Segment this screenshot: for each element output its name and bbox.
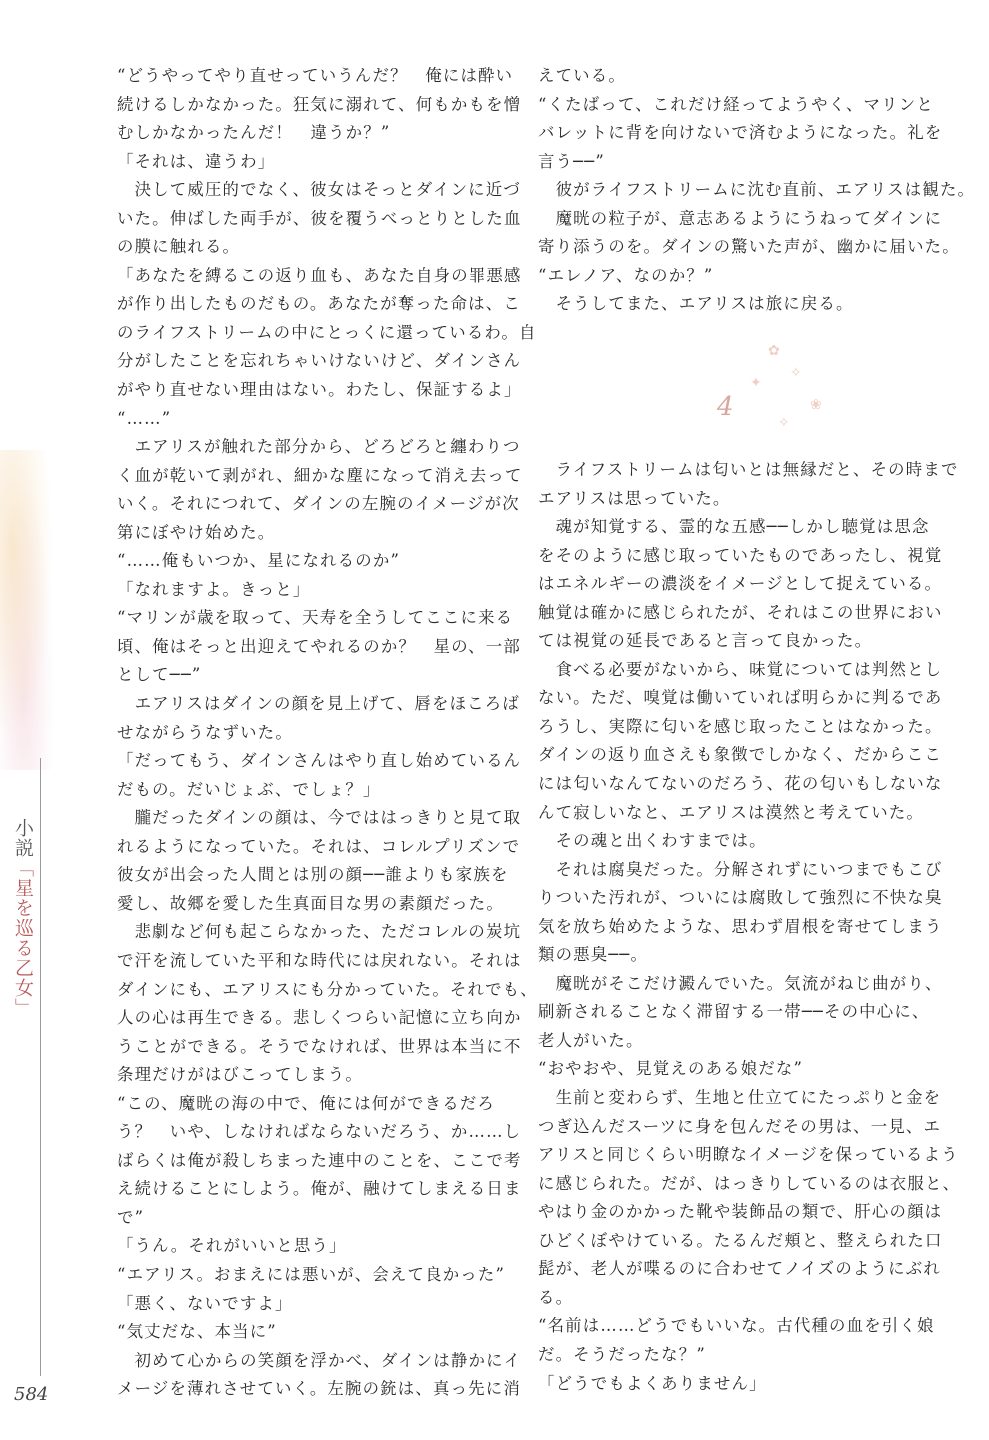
- text-line: として──”: [117, 665, 202, 685]
- text-line: エアリスはダインの顔を見上げて、唇をほころば: [117, 694, 520, 714]
- text-line: う？ いや、しなければならないだろう、か……し: [117, 1122, 522, 1142]
- text-line: “……俺もいつか、星になれるのか”: [117, 551, 401, 571]
- ornament-flower-icon: ❀: [810, 397, 822, 413]
- text-line: 愛し、故郷を愛した生真面目な男の素顔だった。: [117, 893, 504, 913]
- text-line: 老人がいた。: [538, 1030, 644, 1050]
- text-line: んて寂しいなと、エアリスは漠然と考えていた。: [538, 802, 925, 822]
- text-line: 「うん。それがいいと思う」: [117, 1236, 347, 1256]
- text-line: 分がしたことを忘れちゃいけないけど、ダインさん: [117, 351, 522, 371]
- text-line: 類の悪臭──。: [538, 945, 649, 965]
- text-line: 第にぼやけ始めた。: [117, 522, 276, 542]
- text-line: 魔晄の粒子が、意志あるようにうねってダインに: [538, 208, 943, 228]
- text-line: 条理だけがはびこってしまう。: [117, 1065, 363, 1085]
- text-line: エアリスは思っていた。: [538, 488, 731, 508]
- text-line: 生前と変わらず、生地と仕立てにたっぷりと金を: [538, 1088, 942, 1108]
- side-divider: [40, 758, 41, 1376]
- text-line: いた。伸ばした両手が、彼を覆うべっとりとした血: [117, 208, 522, 228]
- text-line: “エアリス。おまえには悪いが、会えて良かった”: [117, 1264, 506, 1284]
- text-line: だ。そうだったな？”: [538, 1344, 706, 1364]
- section-number: 4: [717, 392, 734, 422]
- text-line: 刷新されることなく滞留する一帯──その中心に、: [538, 1002, 930, 1022]
- text-line: には匂いなんてないのだろう、花の匂いもしないな: [538, 774, 943, 794]
- text-line: せながらうなずいた。: [117, 722, 293, 742]
- text-line: 魂が知覚する、霊的な五感──しかし聴覚は思念: [538, 517, 930, 537]
- text-line: “……”: [117, 408, 172, 428]
- text-line: 触覚は確かに感じられたが、それはこの世界におい: [538, 602, 943, 622]
- text-line: つぎ込んだスーツに身を包んだその男は、一見、エ: [538, 1116, 942, 1136]
- text-line: 頃、俺はそっと出迎えてやれるのか？ 星の、一部: [117, 636, 521, 656]
- text-line: うことができる。そうでなければ、世界は本当に不: [117, 1036, 522, 1056]
- text-line: えている。: [538, 66, 626, 85]
- text-line: バレットに背を向けないで済むようになった。礼を: [538, 123, 943, 143]
- text-line: 魔晄がそこだけ澱んでいた。気流がねじ曲がり、: [538, 973, 943, 993]
- text-line: その魂と出くわすまでは。: [538, 831, 767, 851]
- text-line: 悲劇など何も起こらなかった、ただコレルの炭坑: [117, 922, 522, 942]
- text-line: ない。ただ、嗅覚は働いていれば明らかに判るであ: [538, 688, 943, 708]
- text-line: 朧だったダインの顔は、今でははっきりと見て取: [117, 808, 522, 828]
- text-line: 寄り添うのを。ダインの驚いた声が、幽かに届いた。: [538, 237, 960, 257]
- text-line: 「どうでもよくありません」: [538, 1373, 767, 1393]
- text-line: ライフストリームは匂いとは無縁だと、その時まで: [538, 460, 959, 479]
- ornament-star-icon: ✦: [750, 375, 762, 391]
- right-text-column-bottom: [538, 456, 961, 1398]
- ornament-flower-icon: ✿: [768, 343, 780, 359]
- text-line: メージを薄れさせていく。左腕の銃は、真っ先に消: [117, 1379, 521, 1399]
- text-line: “くたばって、これだけ経ってようやく、マリンと: [538, 94, 934, 114]
- text-line: 「悪く、ないですよ」: [117, 1293, 293, 1313]
- ornament-star-icon: ✧: [778, 415, 790, 431]
- text-line: 食べる必要がないから、味覚については判然とし: [538, 659, 943, 679]
- text-line: 「それは、違うわ」: [117, 151, 276, 171]
- text-line: る。: [538, 1287, 574, 1307]
- text-line: が作り出したものだもの。あなたが奪った命は、こ: [117, 294, 521, 314]
- text-line: に感じられた。だが、はっきりしているのは衣服と、: [538, 1173, 961, 1193]
- text-line: ろうし、実際に匂いを感じ取ったことはなかった。: [538, 716, 943, 736]
- right-text-column-top: [538, 62, 976, 319]
- text-line: りついた汚れが、ついには腐敗して強烈に不快な臭: [538, 888, 943, 908]
- text-line: ダインの返り血さえも象徴でしかなく、だからここ: [538, 745, 942, 765]
- text-line: ては視覚の延長であると言って良かった。: [538, 631, 873, 651]
- text-line: だもの。だいじょぶ、でしょ？」: [117, 779, 381, 799]
- text-line: 彼がライフストリームに沈む直前、エアリスは観た。: [538, 180, 976, 200]
- text-line: “気丈だな、本当に”: [117, 1322, 277, 1342]
- text-line: “マリンが歳を取って、天寿を全うしてここに来る: [117, 608, 514, 628]
- text-line: で”: [117, 1207, 145, 1227]
- text-line: いく。それにつれて、ダインの左腕のイメージが次: [117, 494, 520, 514]
- text-line: え続けることにしよう。俺が、融けてしまえる日ま: [117, 1179, 522, 1199]
- text-line: ばらくは俺が殺しちまった連中のことを、ここで考: [117, 1150, 522, 1170]
- side-title-label: 小説: [12, 818, 34, 858]
- text-line: 初めて心からの笑顔を浮かべ、ダインは静かにイ: [117, 1350, 522, 1370]
- text-line: 「だってもう、ダインさんはやり直し始めているん: [117, 751, 522, 771]
- text-line: それは腐臭だった。分解されずにいつまでもこび: [538, 859, 943, 879]
- text-line: 決して威圧的でなく、彼女はそっとダインに近づ: [117, 180, 521, 200]
- text-line: そうしてまた、エアリスは旅に戻る。: [538, 294, 854, 314]
- text-line: “おやおや、見覚えのある娘だな”: [538, 1059, 804, 1079]
- text-line: “名前は……どうでもいいな。古代種の血を引く娘: [538, 1316, 935, 1336]
- text-line: く血が乾いて剥がれ、細かな塵になって消え去って: [117, 465, 523, 485]
- text-line: アリスと同じくらい明瞭なイメージを保っているよう: [538, 1145, 959, 1165]
- text-line: “この、魔晄の海の中で、俺には何ができるだろ: [117, 1093, 495, 1113]
- text-line: 「あなたを縛るこの返り血も、あなた自身の罪悪感: [117, 265, 522, 285]
- page-number: 584: [14, 1384, 49, 1405]
- text-line: の膜に触れる。: [117, 237, 241, 257]
- text-line: 気を放ち始めたような、思わず眉根を寄せてしまう: [538, 916, 943, 936]
- text-line: れるようになっていた。それは、コレルプリズンで: [117, 836, 521, 856]
- left-text-column: [117, 62, 538, 1404]
- text-line: 続けるしかなかった。狂気に溺れて、何もかもを憎: [117, 94, 522, 114]
- text-line: をそのように感じ取っていたものであったし、視覚: [538, 545, 943, 565]
- text-line: 髭が、老人が喋るのに合わせてノイズのようにぶれ: [538, 1259, 941, 1279]
- ornament-star-icon: ✧: [790, 365, 802, 381]
- section-ornament: [690, 335, 840, 445]
- text-line: 彼女が出会った人間とは別の顔──誰よりも家族を: [117, 865, 509, 885]
- text-line: エアリスが触れた部分から、どろどろと纏わりつ: [117, 437, 521, 457]
- floral-decoration: [0, 450, 60, 770]
- text-line: “エレノア、なのか？”: [538, 265, 714, 285]
- text-line: ひどくぼやけている。たるんだ頬と、整えられた口: [538, 1230, 943, 1250]
- text-line: 人の心は再生できる。悲しくつらい記憶に立ち向か: [117, 1008, 522, 1028]
- text-line: 言う──”: [538, 151, 605, 171]
- text-line: のライフストリームの中にとっくに還っているわ。自: [117, 322, 537, 342]
- text-line: やはり金のかかった靴や装飾品の類で、肝心の顔は: [538, 1202, 943, 1222]
- text-line: ダインにも、エアリスにも分かっていた。それでも、: [117, 979, 538, 999]
- text-line: がやり直せない理由はない。わたし、保証するよ」: [117, 380, 522, 400]
- text-line: むしかなかったんだ！ 違うか？”: [117, 123, 391, 143]
- text-line: “どうやってやり直せっていうんだ？ 俺には酔い: [117, 66, 514, 85]
- text-line: で汗を流していた平和な時代には戻れない。それは: [117, 950, 522, 970]
- text-line: はエネルギーの濃淡をイメージとして捉えている。: [538, 574, 943, 594]
- side-title-name: 「星を巡る乙女」: [12, 858, 34, 1018]
- text-line: 「なれますよ。きっと」: [117, 579, 311, 599]
- side-running-title: [10, 818, 34, 1018]
